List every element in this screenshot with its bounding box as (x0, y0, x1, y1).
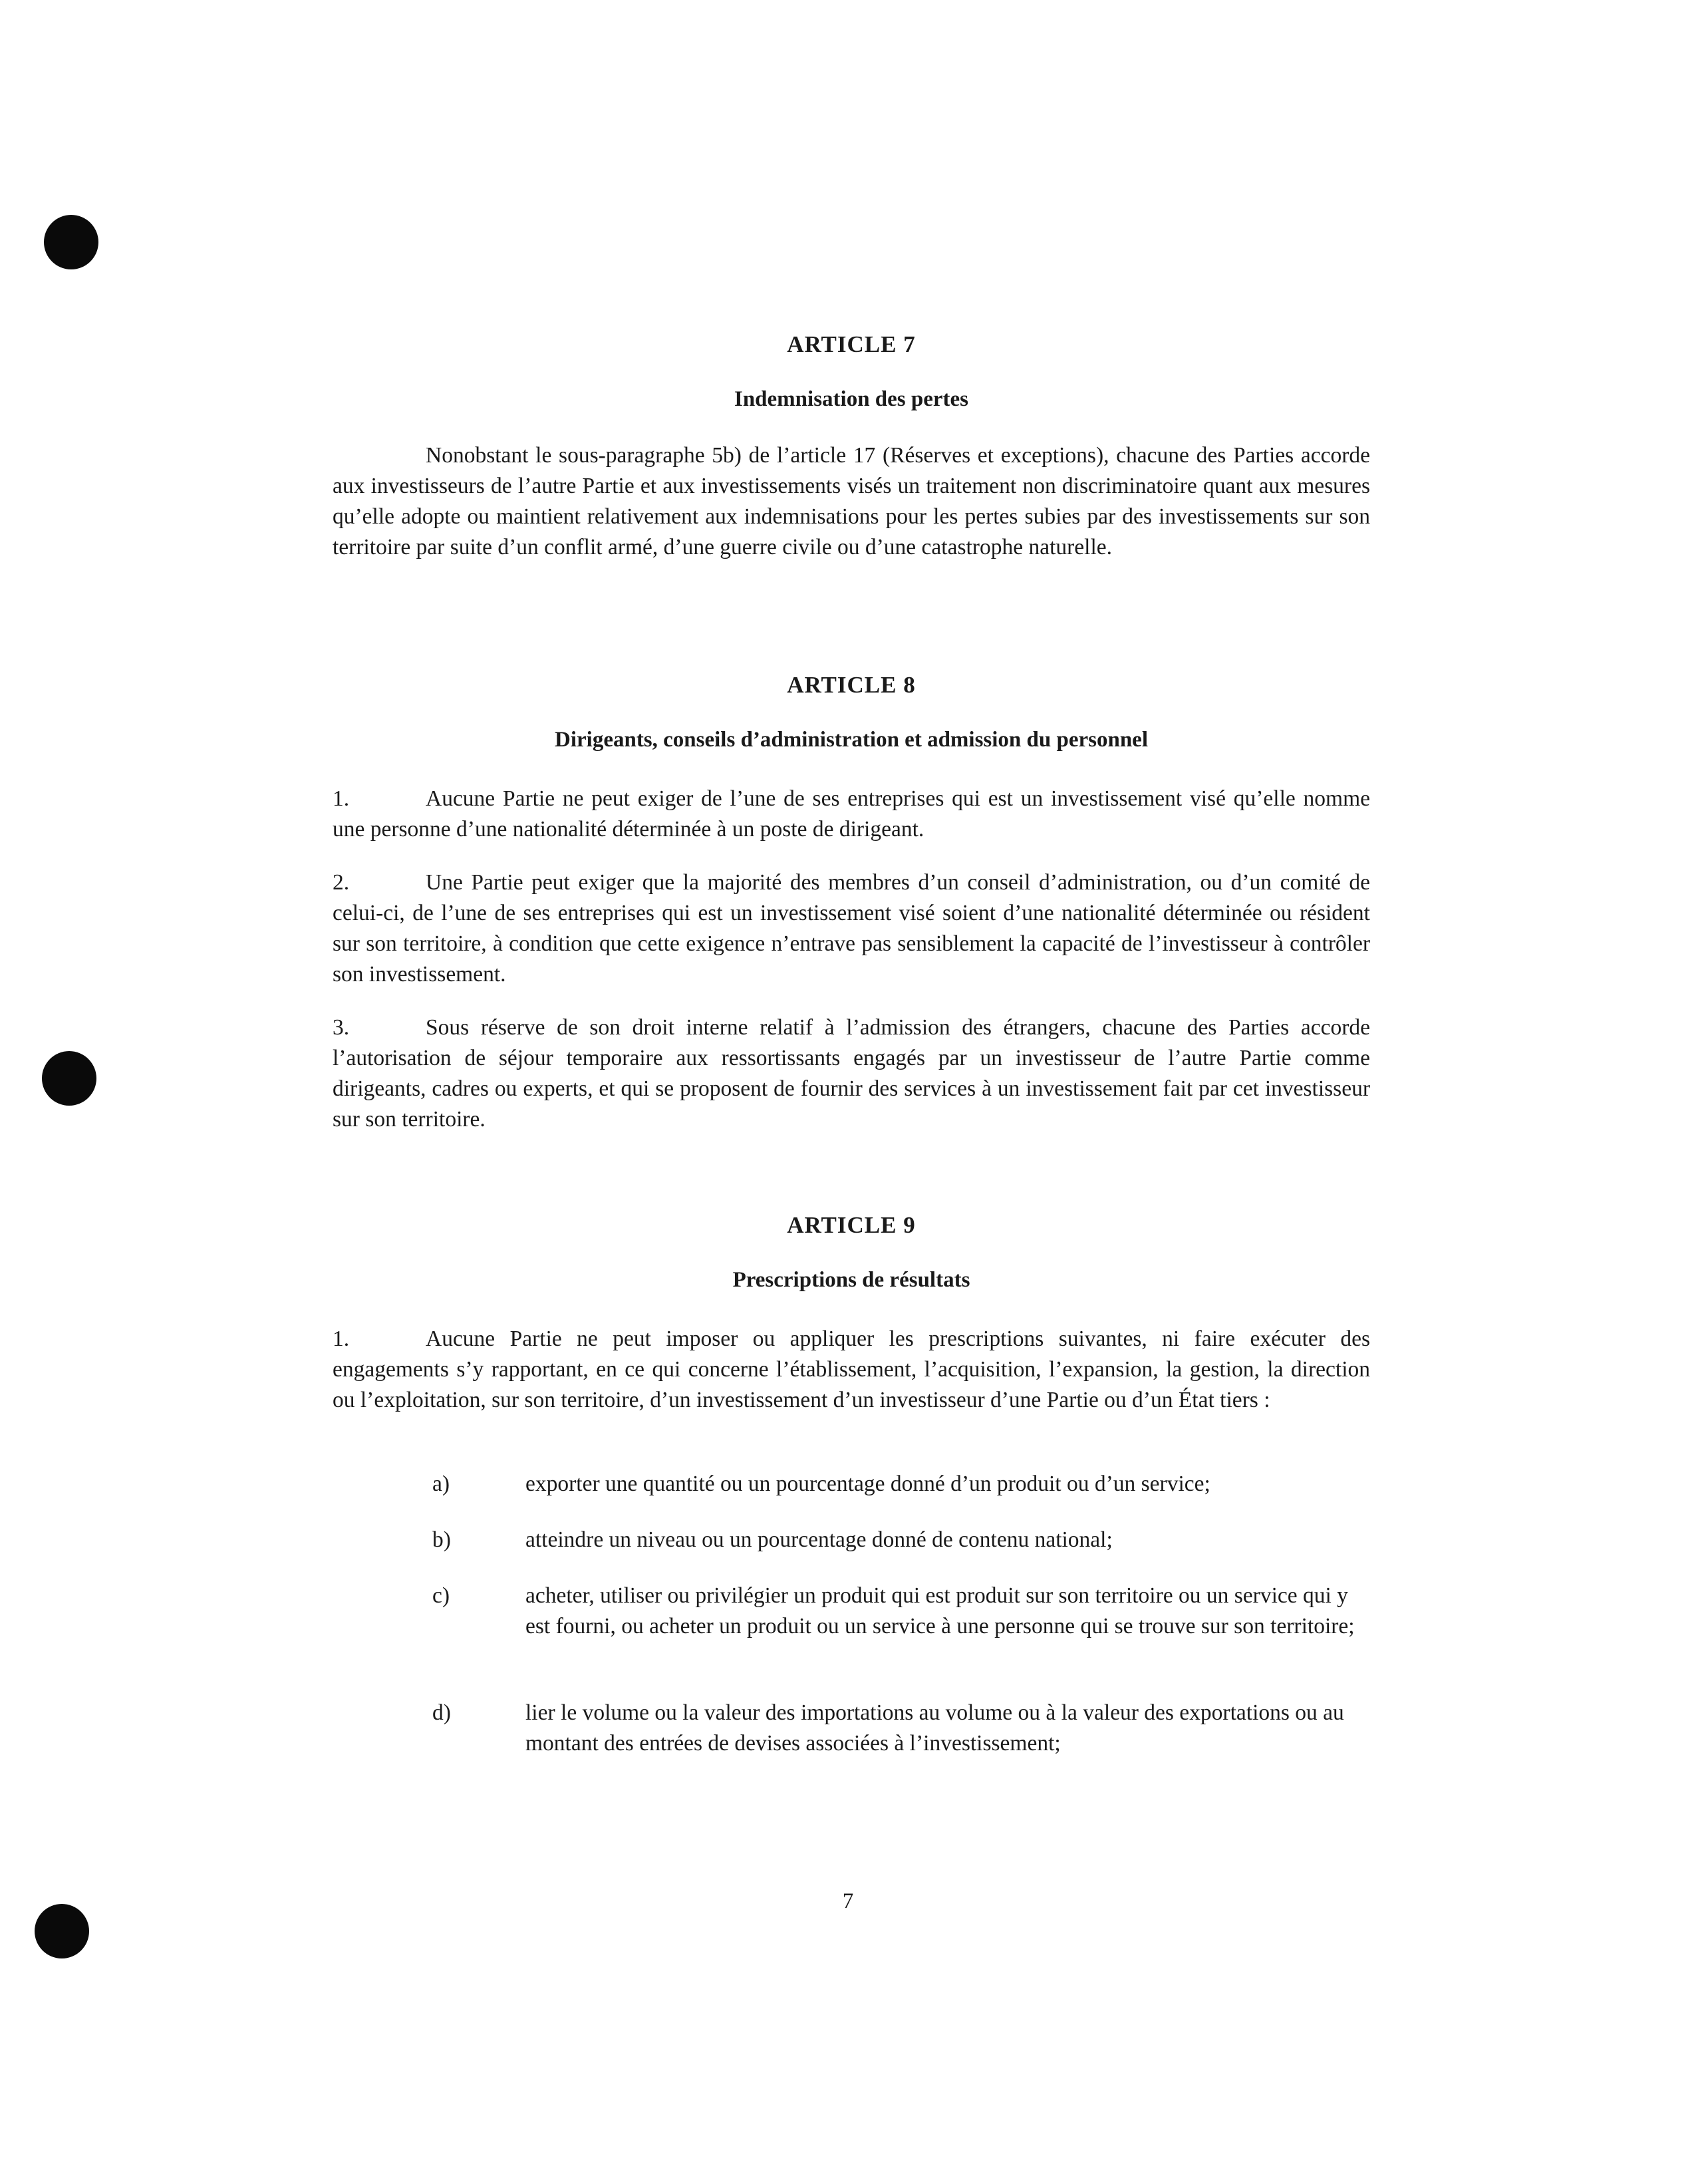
paragraph-number: 1. (333, 786, 350, 811)
article-9-title: ARTICLE 9 (787, 1212, 916, 1238)
article-8-title: ARTICLE 8 (787, 672, 916, 698)
article-8-paragraph-2 (333, 867, 1370, 990)
paragraph-number: 3. (333, 1015, 350, 1040)
article-7-body: Nonobstant le sous-paragraphe 5b) de l’article 17 (Réserves et exceptions), chacune des Parties accorde aux investisseurs de l’autre Partie et aux investissements visés un traitement non discriminatoire quant aux mesures qu’elle adopte ou maintient relativement aux indemnisations pour les pertes subies par des investissements sur son territoire par suite d’un conflit armé, d’une guerre civile ou d’une catastrophe naturelle. (333, 443, 1370, 559)
article-8-paragraph-1 (333, 784, 1370, 845)
article-9-paragraph-1 (333, 1324, 1370, 1416)
page-number: 7 (842, 1889, 854, 1913)
list-item-text: exporter une quantité ou un pourcentage donné d’un produit ou d’un service; (525, 1472, 1210, 1496)
list-item-label: b) (432, 1527, 451, 1552)
list-item-label: d) (432, 1700, 451, 1725)
paragraph-number: 1. (333, 1326, 350, 1351)
article-8-subtitle: Dirigeants, conseils d’administration et admission du personnel (555, 728, 1148, 752)
article-7-title: ARTICLE 7 (787, 331, 916, 357)
list-item-label: c) (432, 1583, 450, 1608)
list-item-text: atteindre un niveau ou un pourcentage donné de contenu national; (525, 1527, 1113, 1552)
punch-hole-middle (42, 1051, 96, 1106)
list-item-text: lier le volume ou la valeur des importations au volume ou à la valeur des exportations ou au montant des entrées de devises associées à l’investissement; (525, 1700, 1344, 1756)
paragraph-text: Une Partie peut exiger que la majorité des membres d’un conseil d’administration, ou d’un comité de celui-ci, de l’une de ses entreprises qui est un investissement visé soient d’une nationalité déterminée ou résident sur son territoire, à condition que cette exigence n’entrave pas sensiblement la capacité de l’investisseur à contrôler son investissement. (333, 870, 1370, 987)
paragraph-text: Aucune Partie ne peut imposer ou appliquer les prescriptions suivantes, ni faire exécuter des engagements s’y rapportant, en ce qui concerne l’établissement, l’acquisition, l’expansion, la gestion, la direction ou l’exploitation, sur son territoire, d’un investissement d’un investisseur d’une Partie ou d’un État tiers : (333, 1326, 1370, 1412)
article-9-subtitle: Prescriptions de résultats (732, 1268, 970, 1292)
list-item-text: acheter, utiliser ou privilégier un produit qui est produit sur son territoire ou un service qui y est fourni, ou acheter un produit ou un service à une personne qui se trouve sur son territoire; (525, 1583, 1355, 1638)
article-8-paragraph-3 (333, 1013, 1370, 1135)
punch-hole-top (44, 215, 98, 269)
article-7-subtitle: Indemnisation des pertes (734, 387, 969, 411)
paragraph-text: Aucune Partie ne peut exiger de l’une de ses entreprises qui est un investissement visé qu’elle nomme une personne d’une nationalité déterminée à un poste de dirigeant. (333, 786, 1370, 842)
list-item-label: a) (432, 1472, 450, 1496)
paragraph-text: Sous réserve de son droit interne relatif à l’admission des étrangers, chacune des Parties accorde l’autorisation de séjour temporaire aux ressortissants engagés par un investisseur de l’autre Partie comme dirigeants, cadres ou experts, et qui se proposent de fournir des services à un investissement fait par cet investisseur sur son territoire. (333, 1015, 1370, 1132)
paragraph-number: 2. (333, 870, 350, 895)
